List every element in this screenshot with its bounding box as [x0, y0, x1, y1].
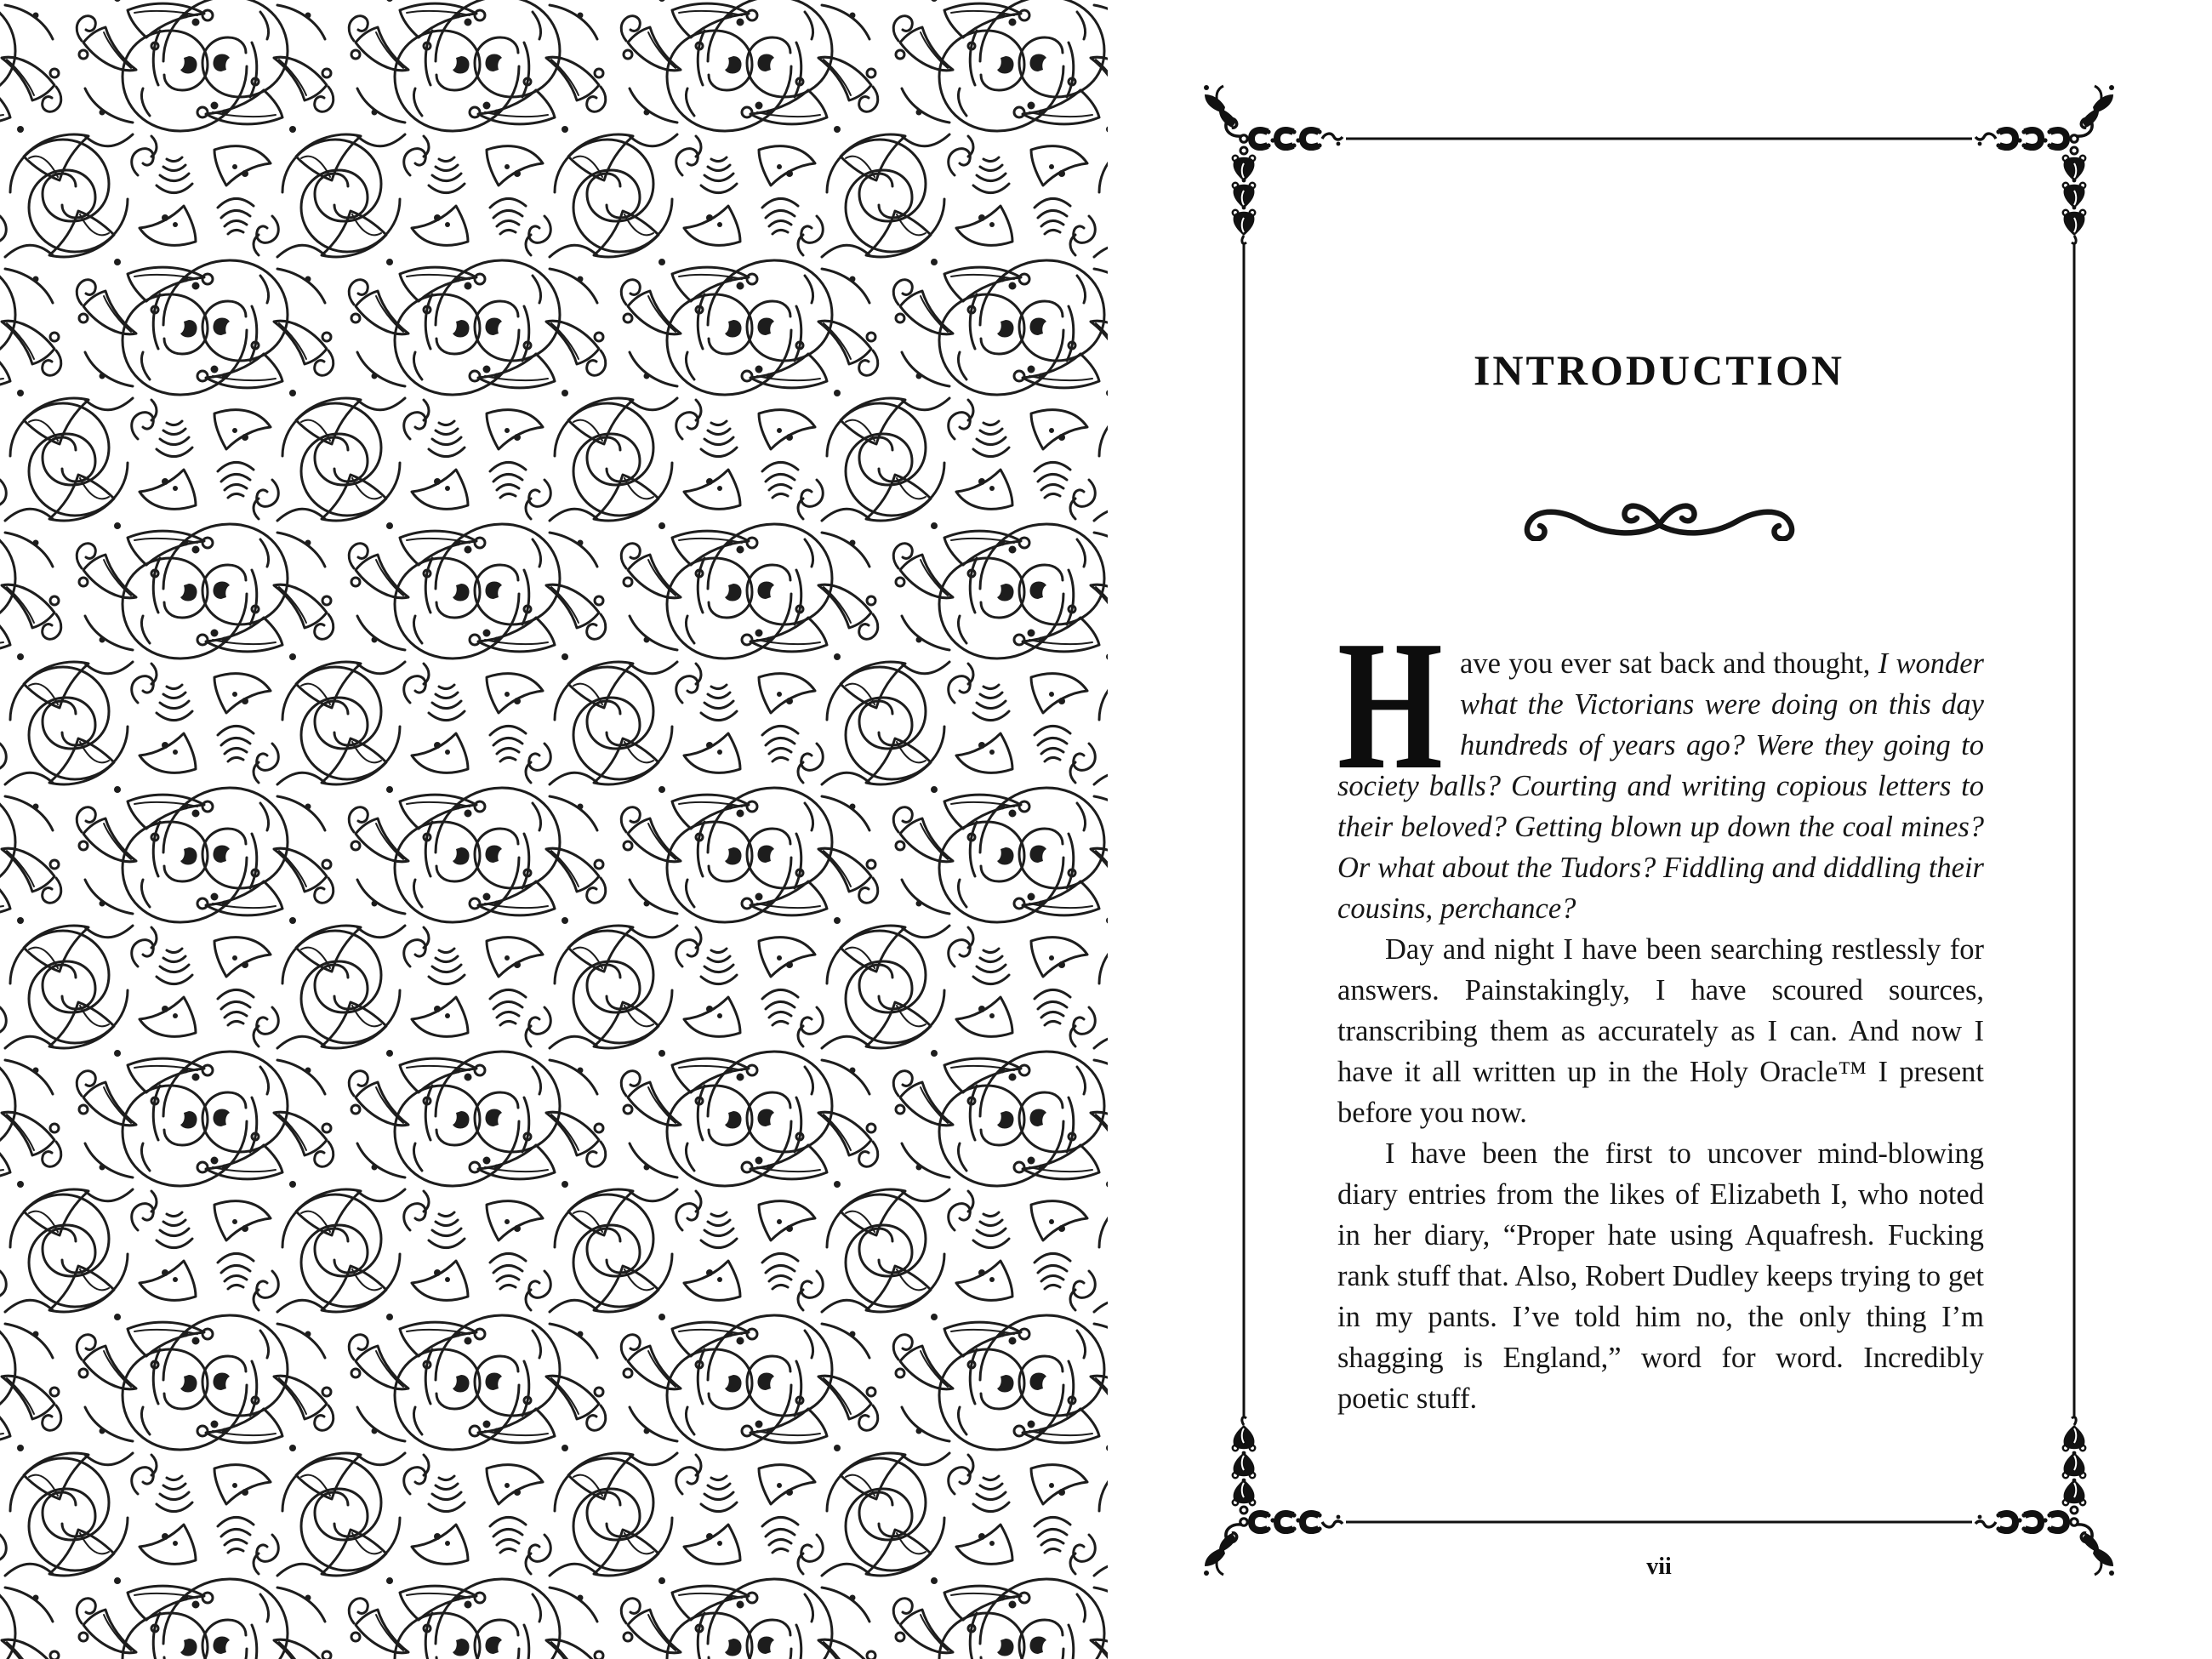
body-text: [1337, 603, 1984, 1419]
italic-text-segment: I wonder what the Victorians were doing on this day hundreds of years ago? Were they going to society balls? Courting and writing copious letters to their beloved? Getting blown up down the coal mines? Or what about the Tudors? Fiddling and diddling their cousins, perchance?: [1337, 647, 1984, 925]
drop-cap: H: [1337, 603, 1443, 808]
page-number: vii: [1646, 1554, 1672, 1580]
right-page: [1108, 0, 2212, 1659]
page-title: INTRODUCTION: [1473, 346, 1845, 394]
text-segment: I have been the first to uncover mind-blowing diary entries from the likes of Elizabeth I, who noted in her diary, “Proper hate using Aquafresh. Fucking rank stuff that. Also, Robert Dudley keeps trying to get in my pants. I’ve told him no, the only thing I’m shagging is England,” word for word. Incredibly poetic stuff.: [1337, 1137, 1984, 1415]
paragraph: [1337, 603, 1984, 929]
double-swirl-flourish-icon: [1518, 487, 1801, 541]
paragraph: [1337, 1133, 1984, 1419]
text-segment: ave you ever sat back and thought,: [1460, 647, 1878, 680]
paragraph: [1337, 929, 1984, 1133]
text-segment: Day and night I have been searching restlessly for answers. Painstakingly, I have scoured sources, transcribing them as accurately as I can. And now I have it all written up in the Holy Oracle™ I present before you now.: [1337, 933, 1984, 1129]
